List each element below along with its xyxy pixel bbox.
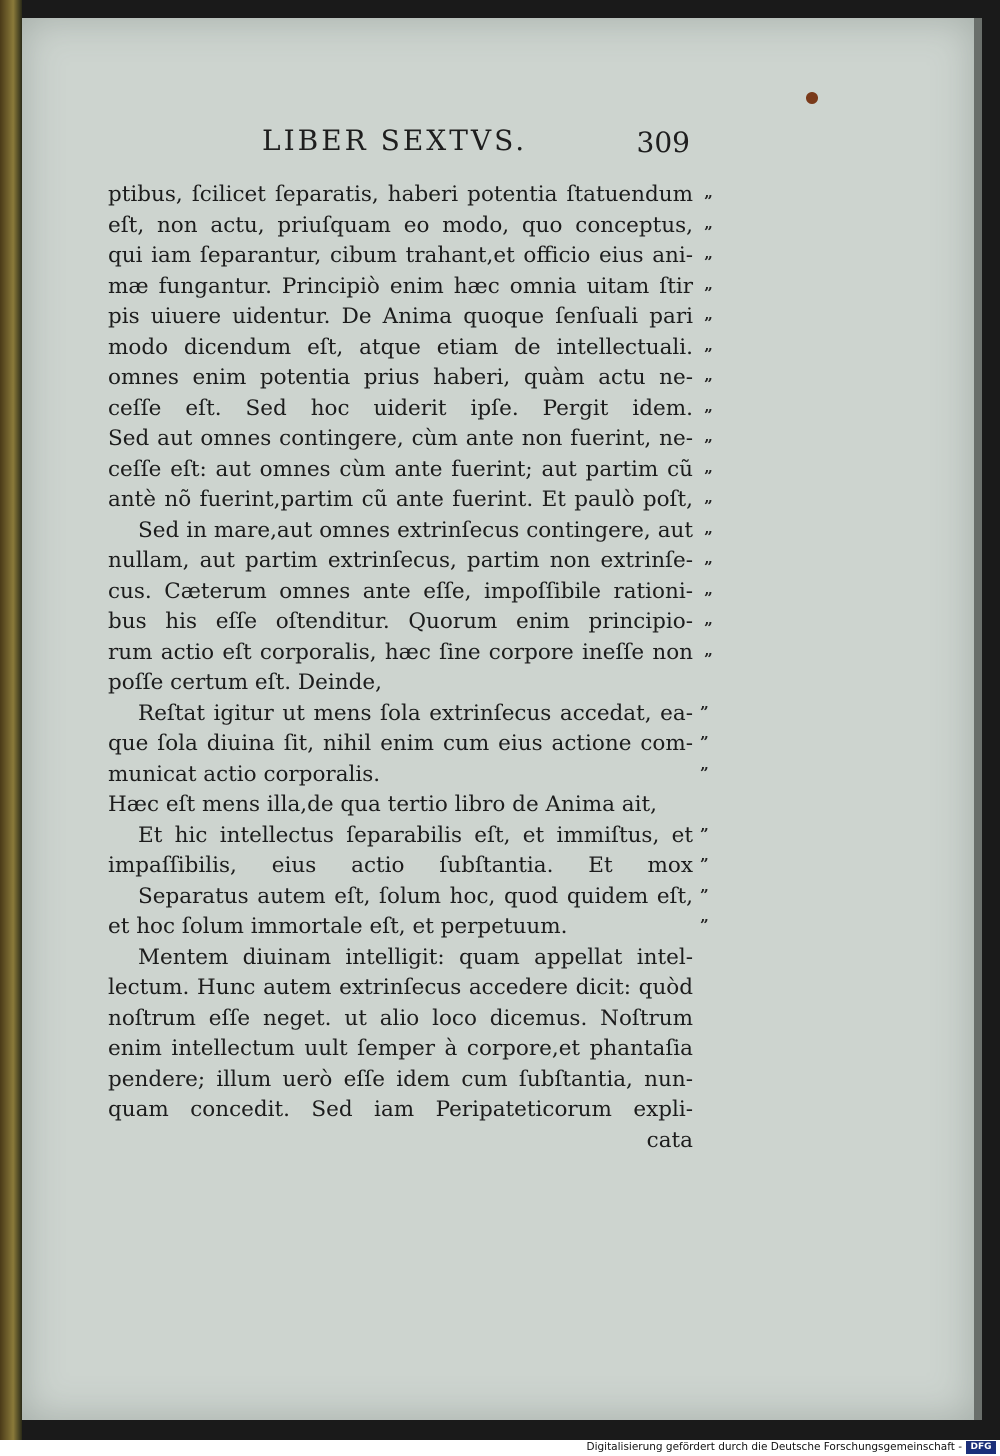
text-line: municat actio corporalis.: [108, 761, 381, 787]
footer-bar: [0, 1440, 1000, 1456]
quotation-mark: ”: [700, 763, 709, 782]
quotation-mark: ”: [704, 283, 713, 302]
ink-spot: [806, 92, 818, 104]
page-number: 309: [636, 126, 690, 159]
text-line: qui iam ſeparantur, cibum trahant,et officio eius ani-: [108, 243, 693, 268]
text-line: nullam, aut partim extrinſecus, partim non extrinſe-: [108, 548, 693, 573]
quotation-mark: ”: [704, 497, 713, 515]
text-line: cus. Cæterum omnes ante eſſe, impoſſibile rationi-: [108, 578, 693, 604]
text-line: Separatus autem eſt, ſolum hoc, quod quidem eſt,: [138, 883, 693, 909]
text-line: pis uiuere uidentur. De Anima quoque ſenſuali pari: [108, 304, 693, 329]
text-line: enim intellectum uult ſemper à corpore,et phantaſia: [108, 1036, 693, 1061]
text-line: eſt, non actu, priuſquam eo modo, quo conceptus,: [108, 212, 693, 238]
text-line: Et hic intellectus ſeparabilis eſt, et immiſtus, et: [138, 822, 693, 848]
quotation-mark: ”: [704, 436, 713, 454]
quotation-mark: ”: [704, 344, 713, 363]
body-text: [108, 180, 693, 1156]
quotation-mark: ”: [704, 588, 713, 607]
text-line: mæ fungantur. Principiò enim hæc omnia uitam ſtir: [108, 273, 693, 299]
text-line: modo dicendum eſt, atque etiam de intellectuali.: [108, 334, 693, 360]
text-line: quam concedit. Sed iam Peripateticorum expli-: [108, 1097, 693, 1122]
quotation-mark: ”: [704, 649, 713, 668]
text-line: noſtrum eſſe neget. ut alio loco dicemus. Noſtrum: [108, 1005, 693, 1031]
text-line: que ſola diuina ſit, nihil enim cum eius actione com-: [108, 731, 693, 756]
quotation-mark: ”: [700, 916, 709, 934]
page-header: [262, 124, 702, 164]
book-spine-edge: [0, 0, 22, 1440]
text-line: Reſtat igitur ut mens ſola extrinſecus accedat, ea-: [138, 700, 693, 726]
quotation-mark: ”: [700, 855, 709, 873]
quotation-mark: ”: [704, 314, 713, 332]
quotation-mark: ”: [704, 375, 713, 393]
text-line: Hæc eſt mens illa,de qua tertio libro de Anima ait,: [108, 792, 657, 817]
text-line: impaſſibilis, eius actio ſubſtantia. Et mox: [108, 853, 693, 878]
footer-credit: Digitalisierung gefördert durch die Deutsche Forschungsgemeinschaft -: [586, 1441, 962, 1453]
quotation-mark: ”: [700, 733, 709, 751]
quotation-mark: ”: [704, 253, 713, 271]
text-line: antè nõ fuerint,partim cũ ante fuerint. Et paulò poſt,: [108, 487, 693, 512]
quotation-mark: ”: [704, 466, 713, 485]
text-line: Sed aut omnes contingere, cùm ante non fuerint, ne-: [108, 426, 693, 451]
text-line: bus his eſſe oſtenditur. Quorum enim principio-: [108, 609, 693, 634]
quotation-mark: ”: [704, 619, 713, 637]
text-line: rum actio eſt corporalis, hæc ſine corpore ineſſe non: [108, 639, 693, 665]
dfg-logo: DFG: [966, 1441, 996, 1454]
text-line: ceſſe eſt. Sed hoc uiderit ipſe. Pergit idem.: [108, 395, 693, 421]
text-line: ptibus, ſcilicet ſeparatis, haberi potentia ſtatuendum: [108, 182, 693, 207]
text-line: pendere; illum uerò eſſe idem cum ſubſtantia, nun-: [108, 1066, 693, 1092]
quotation-mark: ”: [704, 192, 713, 210]
quotation-mark: ”: [704, 558, 713, 576]
catchword: cata: [646, 1127, 693, 1153]
quotation-mark: ”: [704, 527, 713, 546]
text-line: ceſſe eſt: aut omnes cùm ante fuerint; aut partim cũ: [108, 456, 693, 482]
text-line: poſſe certum eſt. Deinde,: [108, 670, 382, 695]
text-line: Sed in mare,aut omnes extrinſecus contingere, aut: [138, 517, 693, 543]
quotation-mark: ”: [704, 405, 713, 424]
quotation-mark: ”: [700, 824, 709, 843]
page-edge: [974, 18, 982, 1420]
text-line: et hoc ſolum immortale eſt, et perpetuum.: [108, 914, 568, 939]
quotation-mark: ”: [700, 885, 709, 904]
running-head: LIBER SEXTVS.: [262, 124, 528, 157]
text-line: lectum. Hunc autem extrinſecus accedere dicit: quòd: [108, 975, 693, 1000]
quotation-mark: ”: [700, 702, 709, 721]
text-line: Mentem diuinam intelligit: quam appellat intel-: [138, 944, 693, 970]
quotation-mark: ”: [704, 222, 713, 241]
text-line: omnes enim potentia prius haberi, quàm actu ne-: [108, 365, 693, 390]
